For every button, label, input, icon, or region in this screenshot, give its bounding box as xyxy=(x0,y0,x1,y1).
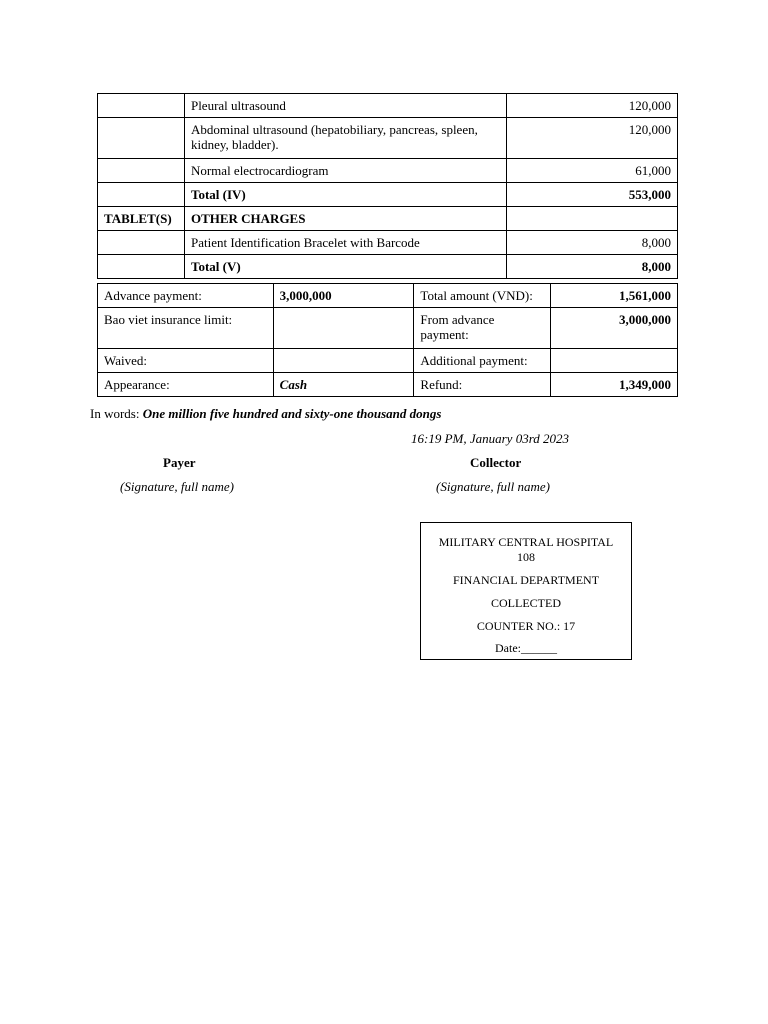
category-cell xyxy=(98,255,185,279)
table-row xyxy=(98,373,678,397)
category-cell xyxy=(98,94,185,118)
table-row xyxy=(98,308,678,349)
category-cell xyxy=(98,231,185,255)
payment-summary-table xyxy=(97,283,678,397)
category-cell xyxy=(98,183,185,207)
amount-cell xyxy=(507,207,678,231)
in-words-value: One million five hundred and sixty-one thousand dongs xyxy=(142,406,442,421)
total-amount-value: 1,561,000 xyxy=(551,284,678,308)
category-cell xyxy=(98,118,185,159)
additional-payment-value xyxy=(551,349,678,373)
description-cell: Normal electrocardiogram xyxy=(184,159,506,183)
waived-label: Waived: xyxy=(98,349,274,373)
table-row xyxy=(98,183,678,207)
table-row xyxy=(98,118,678,159)
stamp-hospital-name: MILITARY CENTRAL HOSPITAL 108 xyxy=(438,535,614,564)
advance-value: 3,000,000 xyxy=(273,284,414,308)
amount-cell: 120,000 xyxy=(507,94,678,118)
additional-payment-label: Additional payment: xyxy=(414,349,551,373)
itemized-charges-table xyxy=(97,93,678,279)
stamp-counter: COUNTER NO.: 17 xyxy=(476,619,576,633)
waived-value xyxy=(273,349,414,373)
stamp-date: Date:______ xyxy=(495,641,557,655)
appearance-label: Appearance: xyxy=(98,373,274,397)
collector-title: Collector xyxy=(470,455,522,470)
description-cell: Patient Identification Bracelet with Barcode xyxy=(184,231,506,255)
total-amount-label: Total amount (VND): xyxy=(414,284,551,308)
hospital-collection-stamp xyxy=(420,522,632,660)
amount-cell: 61,000 xyxy=(507,159,678,183)
insurance-value xyxy=(273,308,414,349)
table-row xyxy=(98,255,678,279)
table-row xyxy=(98,231,678,255)
table-row xyxy=(98,207,678,231)
table-row xyxy=(98,159,678,183)
payer-signature-note: (Signature, full name) xyxy=(120,479,234,494)
collector-signature-note: (Signature, full name) xyxy=(436,479,550,494)
appearance-value: Cash xyxy=(273,373,414,397)
total-v-amount: 8,000 xyxy=(507,255,678,279)
description-cell: Abdominal ultrasound (hepatobiliary, pancreas, spleen, kidney, bladder). xyxy=(184,118,506,159)
advance-label: Advance payment: xyxy=(98,284,274,308)
category-cell: TABLET(S) xyxy=(98,207,185,231)
refund-value: 1,349,000 xyxy=(551,373,678,397)
amount-cell: 8,000 xyxy=(507,231,678,255)
stamp-collected: COLLECTED xyxy=(491,596,561,610)
from-advance-value: 3,000,000 xyxy=(551,308,678,349)
from-advance-label: From advance payment: xyxy=(414,308,551,349)
total-iv-label: Total (IV) xyxy=(184,183,506,207)
refund-label: Refund: xyxy=(414,373,551,397)
payer-title: Payer xyxy=(163,455,196,470)
total-v-label: Total (V) xyxy=(184,255,506,279)
stamp-department: FINANCIAL DEPARTMENT xyxy=(452,573,600,587)
description-cell: Pleural ultrasound xyxy=(184,94,506,118)
total-iv-amount: 553,000 xyxy=(507,183,678,207)
in-words-label: In words: xyxy=(90,406,140,421)
table-row xyxy=(98,94,678,118)
table-row xyxy=(98,349,678,373)
amount-in-words xyxy=(90,406,441,422)
table-row xyxy=(98,284,678,308)
amount-cell: 120,000 xyxy=(507,118,678,159)
receipt-timestamp: 16:19 PM, January 03rd 2023 xyxy=(411,431,570,446)
insurance-label: Bao viet insurance limit: xyxy=(98,308,274,349)
section-heading: OTHER CHARGES xyxy=(184,207,506,231)
category-cell xyxy=(98,159,185,183)
